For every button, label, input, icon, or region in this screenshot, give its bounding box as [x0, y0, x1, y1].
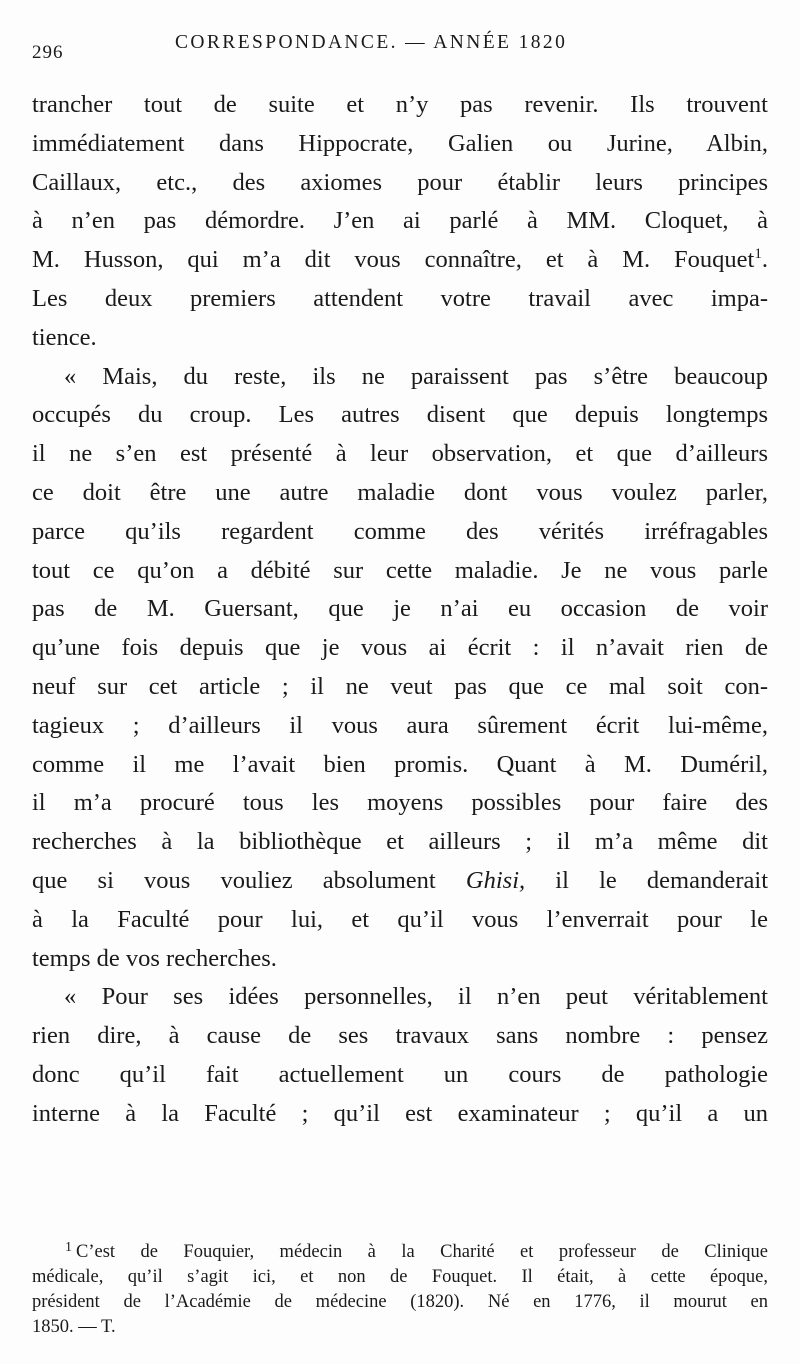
- footnote-line: président de l’Académie de médecine (1820). Né en 1776, il mourut en: [32, 1292, 768, 1312]
- text-line: temps de vos recherches.: [32, 944, 277, 972]
- text-line: « Mais, du reste, ils ne paraissent pas s’être beaucoup: [64, 362, 768, 390]
- text-line: qu’une fois depuis que je vous ai écrit : il n’avait rien de: [32, 634, 768, 662]
- text-line: immédiatement dans Hippocrate, Galien ou Jurine, Albin,: [32, 129, 768, 157]
- text-line: pas de M. Guersant, que je n’ai eu occasion de voir: [32, 595, 768, 623]
- footnote-marker: 1: [65, 1240, 72, 1255]
- text-line: Caillaux, etc., des axiomes pour établir leurs principes: [32, 168, 768, 196]
- text-line: tience.: [32, 323, 97, 351]
- text-line: Les deux premiers attendent votre travail avec impa-: [32, 284, 768, 312]
- running-title: CORRESPONDANCE. — ANNÉE 1820: [175, 32, 568, 53]
- text-line: ce doit être une autre maladie dont vous voulez parler,: [32, 478, 768, 506]
- paragraph-3: [32, 978, 768, 1133]
- footnote-reference: 1: [754, 246, 762, 263]
- footnote-line: médicale, qu’il s’agit ici, et non de Fouquet. Il était, à cette époque,: [32, 1267, 768, 1287]
- text-line: occupés du croup. Les autres disent que depuis longtemps: [32, 401, 768, 429]
- footnote-line: [32, 1240, 768, 1265]
- text-line: à la Faculté pour lui, et qu’il vous l’enverrait pour le: [32, 905, 768, 933]
- footnote-line: 1850. — T.: [32, 1317, 116, 1337]
- text-line: tout ce qu’on a débité sur cette maladie. Je ne vous parle: [32, 556, 768, 584]
- text-line: recherches à la bibliothèque et ailleurs ; il m’a même dit: [32, 828, 768, 856]
- footnotes: [32, 1240, 768, 1340]
- text-line-content: M. Husson, qui m’a dit vous connaître, et à M. Fouquet: [32, 246, 755, 274]
- text-line: tagieux ; d’ailleurs il vous aura sûrement écrit lui-même,: [32, 711, 768, 739]
- text-line: trancher tout de suite et n’y pas revenir. Ils trouvent: [32, 91, 768, 118]
- text-line: « Pour ses idées personnelles, il n’en peut véritablement: [64, 983, 768, 1011]
- text-line: il ne s’en est présenté à leur observation, et que d’ailleurs: [32, 440, 768, 468]
- text-line: comme il me l’avait bien promis. Quant à M. Duméril,: [32, 750, 768, 778]
- italic-name-ghisi: Ghisi,: [465, 866, 526, 894]
- text-line-end: il le demanderait: [555, 866, 768, 894]
- body-text: [32, 86, 768, 1134]
- page-number: 296: [32, 42, 64, 63]
- page-header: [32, 30, 767, 64]
- text-line: à n’en pas démordre. J’en ai parlé à MM. Cloquet, à: [32, 207, 768, 235]
- text-line: [32, 862, 768, 901]
- paragraph-1: [32, 86, 768, 358]
- period: .: [761, 246, 768, 274]
- paragraph-2: [32, 358, 768, 979]
- text-line: parce qu’ils regardent comme des vérités irréfragables: [32, 517, 768, 545]
- text-line: interne à la Faculté ; qu’il est examinateur ; qu’il a un: [32, 1099, 768, 1127]
- text-line-start: que si vous vouliez absolument: [32, 866, 436, 894]
- text-line: [32, 241, 768, 280]
- text-line: rien dire, à cause de ses travaux sans nombre : pensez: [32, 1022, 768, 1050]
- text-line: donc qu’il fait actuellement un cours de pathologie: [32, 1060, 768, 1088]
- text-line: il m’a procuré tous les moyens possibles pour faire des: [32, 789, 768, 817]
- text-line: neuf sur cet article ; il ne veut pas que ce mal soit con-: [32, 672, 768, 700]
- footnote-text: C’est de Fouquier, médecin à la Charité et professeur de Clinique: [76, 1242, 768, 1262]
